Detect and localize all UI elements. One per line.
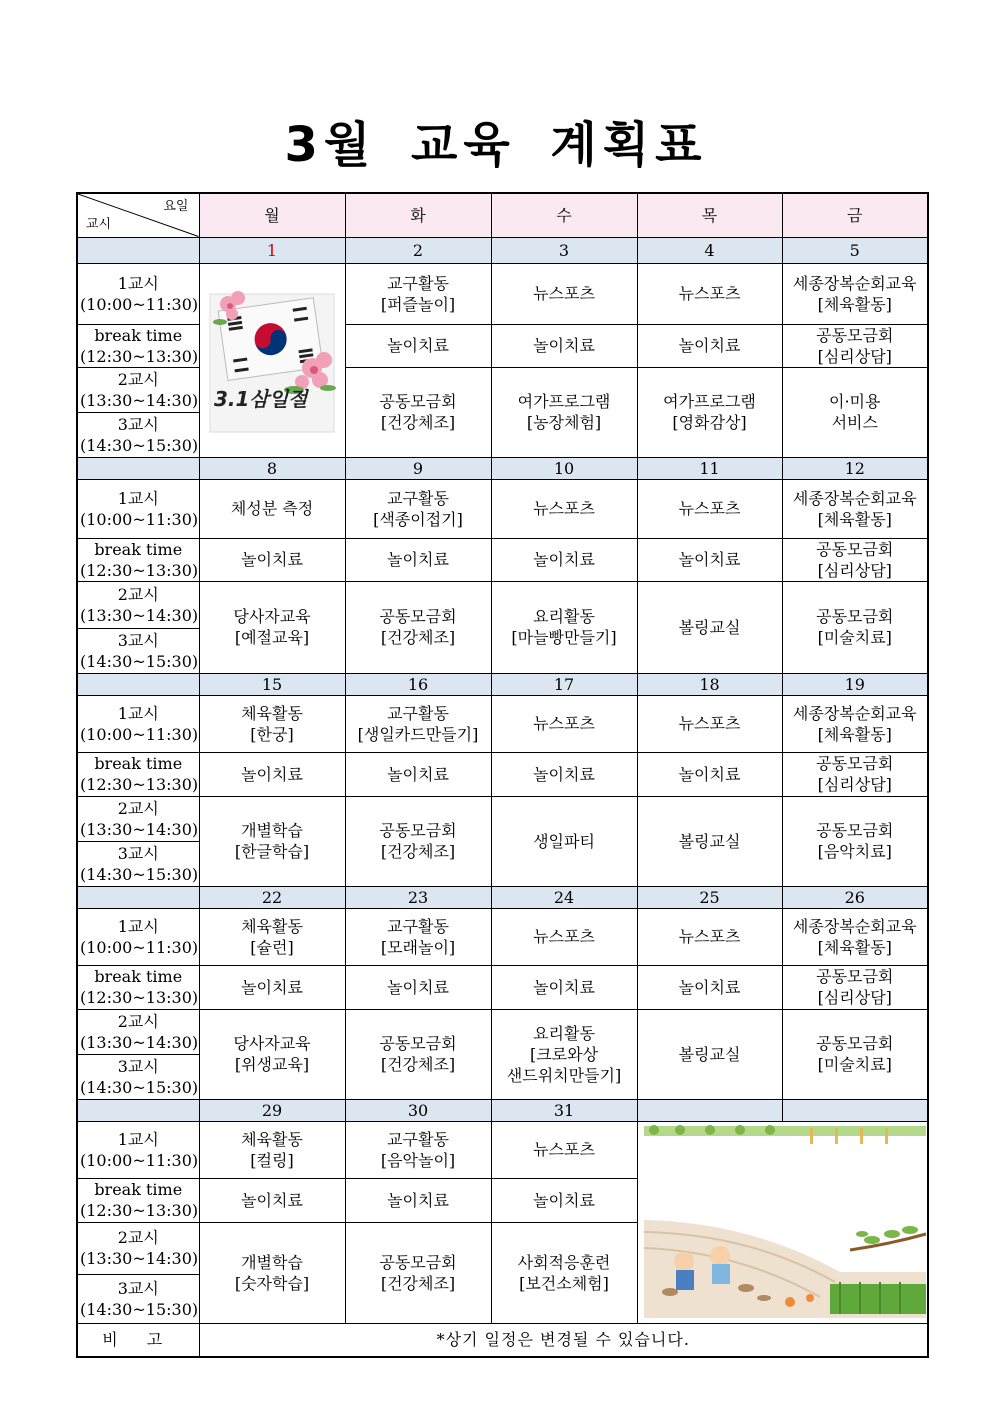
cell-line: 세종장복순회교육 (792, 488, 917, 508)
activity-cell (782, 324, 928, 367)
period-label-p3 (77, 1274, 199, 1323)
corner-weekday-label: 요일 (163, 199, 189, 214)
cell-line: 볼링교실 (678, 617, 741, 637)
cell-line: break time (94, 539, 183, 559)
period-label-break (77, 538, 199, 581)
activity-cell (491, 1121, 637, 1178)
cell-line: 공동모금회 (816, 754, 894, 773)
cell-line: 뉴스포츠 (533, 499, 595, 518)
cell-line: break time (94, 967, 183, 986)
date-cell: 24 (491, 886, 637, 908)
activity-cell (345, 1009, 491, 1099)
activity-cell (637, 538, 782, 581)
cell-line: 뉴스포츠 (533, 1140, 595, 1159)
cell-line: (10:00~11:30) (80, 937, 199, 957)
date-cell: 4 (637, 237, 782, 263)
date-row-spacer (77, 1099, 199, 1121)
cell-line: [농장체험] (526, 413, 602, 432)
period2-row (77, 1009, 928, 1054)
cell-line: [크로와상 (529, 1044, 599, 1064)
cell-line: 공동모금회 (379, 1252, 457, 1272)
date-cell (782, 1099, 928, 1121)
schedule-table (76, 192, 929, 1358)
spring-garden-illustration (640, 1122, 929, 1318)
cell-line: 체육활동 (241, 703, 303, 723)
cell-line: 2교시 (117, 1228, 159, 1247)
date-cell: 17 (491, 673, 637, 695)
activity-cell (199, 581, 345, 673)
cell-line: break time (94, 754, 183, 773)
date-cell: 11 (637, 457, 782, 479)
cell-line: 공동모금회 (816, 967, 894, 986)
activity-cell (782, 263, 928, 324)
activity-cell (782, 752, 928, 796)
weekday-header: 목 (637, 193, 782, 237)
activity-cell (345, 965, 491, 1009)
period-label-p2 (77, 581, 199, 628)
cell-line: [위생교육] (234, 1055, 310, 1074)
date-cell: 22 (199, 886, 345, 908)
activity-cell (345, 538, 491, 581)
activity-cell (345, 367, 491, 457)
cell-line: [영화감상] (672, 413, 747, 432)
cell-line: 3교시 (117, 414, 159, 434)
period-label-p2 (77, 1222, 199, 1274)
cell-line: 놀이치료 (387, 764, 449, 784)
date-cell: 15 (199, 673, 345, 695)
cell-line: (14:30~15:30) (80, 435, 199, 455)
cell-line: 놀이치료 (387, 550, 449, 569)
cell-line: 세종장복순회교육 (792, 273, 917, 293)
period-label-break (77, 965, 199, 1009)
activity-cell (782, 908, 928, 965)
activity-cell (491, 796, 637, 886)
cell-line: [건강체조] (380, 628, 456, 647)
cell-line: 이·미용 (829, 392, 881, 411)
activity-cell (345, 1222, 491, 1323)
activity-cell (199, 695, 345, 752)
activity-cell (491, 263, 637, 324)
cell-line: 놀이치료 (533, 764, 595, 784)
cell-line: [미술치료] (817, 1055, 892, 1074)
activity-cell (491, 695, 637, 752)
cell-line: 공동모금회 (816, 325, 894, 345)
cell-line: [색종이접기] (373, 509, 463, 529)
cell-line: (13:30~14:30) (80, 1249, 199, 1268)
spring-illustration (637, 1121, 928, 1323)
cell-line: 3교시 (117, 843, 159, 863)
activity-cell (782, 796, 928, 886)
cell-line: 놀이치료 (387, 1190, 449, 1210)
period-label-break (77, 752, 199, 796)
period-label-p1 (77, 695, 199, 752)
activity-cell (637, 695, 782, 752)
cell-line: 뉴스포츠 (533, 284, 595, 303)
cell-line: 세종장복순회교육 (792, 916, 917, 936)
activity-cell (199, 908, 345, 965)
date-cell: 26 (782, 886, 928, 908)
cell-line: 공동모금회 (816, 539, 894, 559)
cell-line: 놀이치료 (387, 977, 449, 997)
cell-line: [슐런] (250, 937, 294, 957)
activity-cell (782, 965, 928, 1009)
date-row-spacer (77, 457, 199, 479)
cell-line: [심리상담] (817, 988, 892, 1007)
cell-line: 놀이치료 (241, 1190, 303, 1210)
activity-cell (637, 752, 782, 796)
activity-cell (345, 695, 491, 752)
corner-period-label: 교시 (86, 216, 112, 232)
cell-line: (10:00~11:30) (80, 724, 199, 744)
activity-cell (345, 796, 491, 886)
cell-line: 체육활동 (241, 1129, 303, 1149)
date-cell (637, 1099, 782, 1121)
activity-cell (345, 581, 491, 673)
activity-cell (345, 263, 491, 324)
date-cell: 5 (782, 237, 928, 263)
cell-line: 체육활동 (241, 916, 303, 936)
cell-line: 2교시 (117, 584, 159, 604)
cell-line: [한글학습] (234, 842, 310, 861)
activity-cell (637, 1009, 782, 1099)
activity-cell (491, 324, 637, 367)
cell-line: [보건소체험] (519, 1273, 609, 1293)
activity-cell (345, 479, 491, 538)
period-label-p2 (77, 796, 199, 841)
cell-line: 당사자교육 (233, 607, 311, 626)
period-label-p1 (77, 1121, 199, 1178)
activity-cell (199, 752, 345, 796)
cell-line: 1교시 (117, 273, 159, 293)
date-cell: 30 (345, 1099, 491, 1121)
cell-line: 서비스 (831, 413, 878, 432)
cell-line: [음악놀이] (380, 1150, 456, 1170)
cell-line: (12:30~13:30) (80, 988, 199, 1007)
cell-line: [컬링] (250, 1150, 294, 1170)
cell-line: (14:30~15:30) (80, 1077, 199, 1097)
cell-line: 볼링교실 (678, 1044, 741, 1064)
holiday-illustration (199, 263, 345, 457)
date-cell: 9 (345, 457, 491, 479)
cell-line: (13:30~14:30) (80, 819, 199, 839)
cell-line: 1교시 (117, 916, 159, 936)
corner-cell (77, 193, 199, 237)
cell-line: 교구활동 (387, 273, 449, 293)
activity-cell (637, 479, 782, 538)
cell-line: 개별학습 (241, 821, 303, 840)
activity-cell (491, 1222, 637, 1323)
activity-cell (637, 324, 782, 367)
period1-row (77, 908, 928, 965)
cell-line: 3교시 (117, 630, 159, 650)
cell-line: 여가프로그램 (663, 392, 756, 411)
date-cell: 8 (199, 457, 345, 479)
cell-line: 공동모금회 (379, 607, 457, 626)
activity-cell (782, 581, 928, 673)
cell-line: [건강체조] (380, 842, 456, 861)
cell-line: 놀이치료 (678, 764, 741, 784)
date-cell: 18 (637, 673, 782, 695)
date-cell: 1 (199, 237, 345, 263)
cell-line: [체육활동] (817, 509, 892, 529)
activity-cell (491, 908, 637, 965)
date-cell: 31 (491, 1099, 637, 1121)
activity-cell (782, 367, 928, 457)
cell-line: 놀이치료 (678, 977, 741, 997)
date-cell: 23 (345, 886, 491, 908)
break-row (77, 965, 928, 1009)
activity-cell (345, 1178, 491, 1222)
activity-cell (199, 1121, 345, 1178)
activity-cell (199, 1222, 345, 1323)
break-row (77, 538, 928, 581)
date-row-spacer (77, 673, 199, 695)
cell-line: (10:00~11:30) (80, 294, 199, 314)
cell-line: 공동모금회 (816, 1034, 894, 1053)
activity-cell (199, 965, 345, 1009)
date-row (77, 886, 928, 908)
cell-line: 교구활동 (387, 916, 449, 936)
remarks-label: 비 고 (77, 1323, 199, 1357)
period2-row (77, 796, 928, 841)
cell-line: [심리상담] (817, 775, 892, 794)
cell-line: 공동모금회 (379, 1034, 457, 1053)
cell-line: 공동모금회 (816, 607, 894, 626)
cell-line: (13:30~14:30) (80, 605, 199, 625)
cell-line: 놀이치료 (678, 336, 741, 355)
cell-line: 교구활동 (387, 703, 449, 723)
cell-line: [모래놀이] (380, 937, 456, 957)
cell-line: 당사자교육 (233, 1034, 311, 1053)
activity-cell (491, 479, 637, 538)
cell-line: 2교시 (117, 1011, 159, 1031)
cell-line: [심리상담] (817, 560, 892, 580)
cell-line: 3교시 (117, 1278, 159, 1298)
weekday-header: 화 (345, 193, 491, 237)
period-label-p1 (77, 263, 199, 324)
activity-cell (637, 908, 782, 965)
activity-cell (491, 752, 637, 796)
cell-line: 생일파티 (533, 831, 595, 851)
date-row (77, 673, 928, 695)
cell-line: [생일카드만들기] (357, 724, 479, 744)
cell-line: [건강체조] (380, 1055, 456, 1074)
weekday-header: 수 (491, 193, 637, 237)
activity-cell (199, 1178, 345, 1222)
cell-line: 놀이치료 (533, 550, 595, 569)
activity-cell (491, 1178, 637, 1222)
cell-line: 뉴스포츠 (533, 927, 595, 946)
date-cell: 29 (199, 1099, 345, 1121)
date-row-spacer (77, 237, 199, 263)
cell-line: 놀이치료 (241, 764, 303, 784)
period-label-break (77, 324, 199, 367)
cell-line: 공동모금회 (379, 821, 457, 840)
cell-line: 1교시 (117, 1129, 159, 1149)
activity-cell (491, 367, 637, 457)
header-row (77, 193, 928, 237)
date-cell: 3 (491, 237, 637, 263)
activity-cell (199, 479, 345, 538)
cell-line: [심리상담] (817, 346, 892, 366)
cell-line: [퍼즐놀이] (380, 294, 456, 314)
cell-line: 2교시 (117, 369, 159, 389)
cell-line: (12:30~13:30) (80, 1201, 199, 1220)
cell-line: 공동모금회 (816, 821, 894, 840)
cell-line: (12:30~13:30) (80, 775, 199, 794)
cell-line: 놀이치료 (533, 1190, 595, 1210)
activity-cell (782, 695, 928, 752)
cell-line: 뉴스포츠 (678, 499, 741, 518)
activity-cell (199, 796, 345, 886)
cell-line: (13:30~14:30) (80, 1032, 199, 1052)
activity-cell (345, 1121, 491, 1178)
period-label-p2 (77, 1009, 199, 1054)
cell-line: [한궁] (250, 724, 294, 744)
date-cell: 10 (491, 457, 637, 479)
holiday-label: 3.1삼일절 (213, 386, 307, 411)
cell-line: (12:30~13:30) (80, 346, 199, 366)
korean-flag-illustration (202, 264, 344, 452)
activity-cell (199, 1009, 345, 1099)
cell-line: 1교시 (117, 703, 159, 723)
cell-line: (14:30~15:30) (80, 864, 199, 884)
cell-line: 뉴스포츠 (533, 714, 595, 733)
period-label-p2 (77, 367, 199, 412)
activity-cell (491, 1009, 637, 1099)
cell-line: 교구활동 (387, 488, 449, 508)
page-title: 3월 교육 계획표 (284, 117, 708, 173)
cell-line: [건강체조] (380, 413, 456, 432)
activity-cell (345, 324, 491, 367)
cell-line: 교구활동 (387, 1129, 449, 1149)
cell-line: (13:30~14:30) (80, 390, 199, 410)
period-label-p3 (77, 841, 199, 886)
period-label-p3 (77, 628, 199, 673)
footer-row (77, 1323, 928, 1357)
period1-row (77, 1121, 928, 1178)
cell-line: 뉴스포츠 (678, 284, 741, 303)
activity-cell (782, 538, 928, 581)
cell-line: [미술치료] (817, 628, 892, 647)
cell-line: 3교시 (117, 1056, 159, 1076)
cell-line: 요리활동 (533, 607, 595, 626)
cell-line: 여가프로그램 (517, 392, 611, 411)
date-cell: 19 (782, 673, 928, 695)
cell-line: [체육활동] (817, 937, 892, 957)
date-row (77, 457, 928, 479)
cell-line: 뉴스포츠 (678, 714, 741, 733)
weekday-header: 금 (782, 193, 928, 237)
activity-cell (637, 965, 782, 1009)
period-label-p3 (77, 1054, 199, 1099)
cell-line: 요리활동 (533, 1023, 595, 1043)
date-row-spacer (77, 886, 199, 908)
cell-line: (14:30~15:30) (80, 1299, 199, 1319)
cell-line: break time (94, 325, 183, 345)
cell-line: 체성분 측정 (230, 499, 314, 518)
period-label-p1 (77, 908, 199, 965)
period-label-break (77, 1178, 199, 1222)
period-label-p1 (77, 479, 199, 538)
period-label-p3 (77, 412, 199, 457)
cell-line: 놀이치료 (387, 336, 449, 355)
period2-row (77, 581, 928, 628)
cell-line: 놀이치료 (241, 550, 303, 569)
activity-cell (199, 538, 345, 581)
date-cell: 12 (782, 457, 928, 479)
period1-row (77, 263, 928, 324)
cell-line: [체육활동] (817, 724, 892, 744)
weekday-header: 월 (199, 193, 345, 237)
period1-row (77, 695, 928, 752)
cell-line: 놀이치료 (533, 977, 595, 997)
activity-cell (782, 1009, 928, 1099)
cell-line: 1교시 (117, 488, 159, 508)
cell-line: [체육활동] (817, 294, 892, 314)
cell-line: [음악치료] (817, 842, 892, 861)
activity-cell (637, 581, 782, 673)
activity-cell (637, 367, 782, 457)
activity-cell (491, 538, 637, 581)
cell-line: 볼링교실 (678, 831, 741, 851)
period1-row (77, 479, 928, 538)
cell-line: [건강체조] (380, 1273, 456, 1293)
break-row (77, 752, 928, 796)
cell-line: 2교시 (117, 798, 159, 818)
cell-line: 샌드위치만들기] (506, 1065, 622, 1085)
cell-line: 사회적응훈련 (517, 1252, 611, 1272)
date-cell: 16 (345, 673, 491, 695)
activity-cell (637, 263, 782, 324)
remarks-notice: *상기 일정은 변경될 수 있습니다. (199, 1323, 928, 1357)
date-cell: 2 (345, 237, 491, 263)
cell-line: 놀이치료 (678, 550, 741, 569)
cell-line: (14:30~15:30) (80, 651, 199, 671)
activity-cell (782, 479, 928, 538)
cell-line: [숫자학습] (234, 1273, 310, 1293)
cell-line: (10:00~11:30) (80, 509, 199, 529)
activity-cell (491, 965, 637, 1009)
cell-line: 개별학습 (241, 1252, 303, 1272)
cell-line: (12:30~13:30) (80, 560, 199, 580)
cell-line: 뉴스포츠 (678, 927, 741, 946)
activity-cell (637, 796, 782, 886)
date-cell: 25 (637, 886, 782, 908)
date-row (77, 1099, 928, 1121)
date-row (77, 237, 928, 263)
cell-line: 놀이치료 (241, 977, 303, 997)
cell-line: [마늘빵만들기] (511, 628, 617, 647)
cell-line: 세종장복순회교육 (792, 703, 917, 723)
cell-line: (10:00~11:30) (80, 1150, 199, 1170)
activity-cell (345, 752, 491, 796)
activity-cell (491, 581, 637, 673)
cell-line: 공동모금회 (379, 392, 457, 411)
cell-line: break time (94, 1180, 183, 1199)
cell-line: [예절교육] (234, 628, 310, 647)
activity-cell (345, 908, 491, 965)
cell-line: 놀이치료 (533, 336, 595, 355)
